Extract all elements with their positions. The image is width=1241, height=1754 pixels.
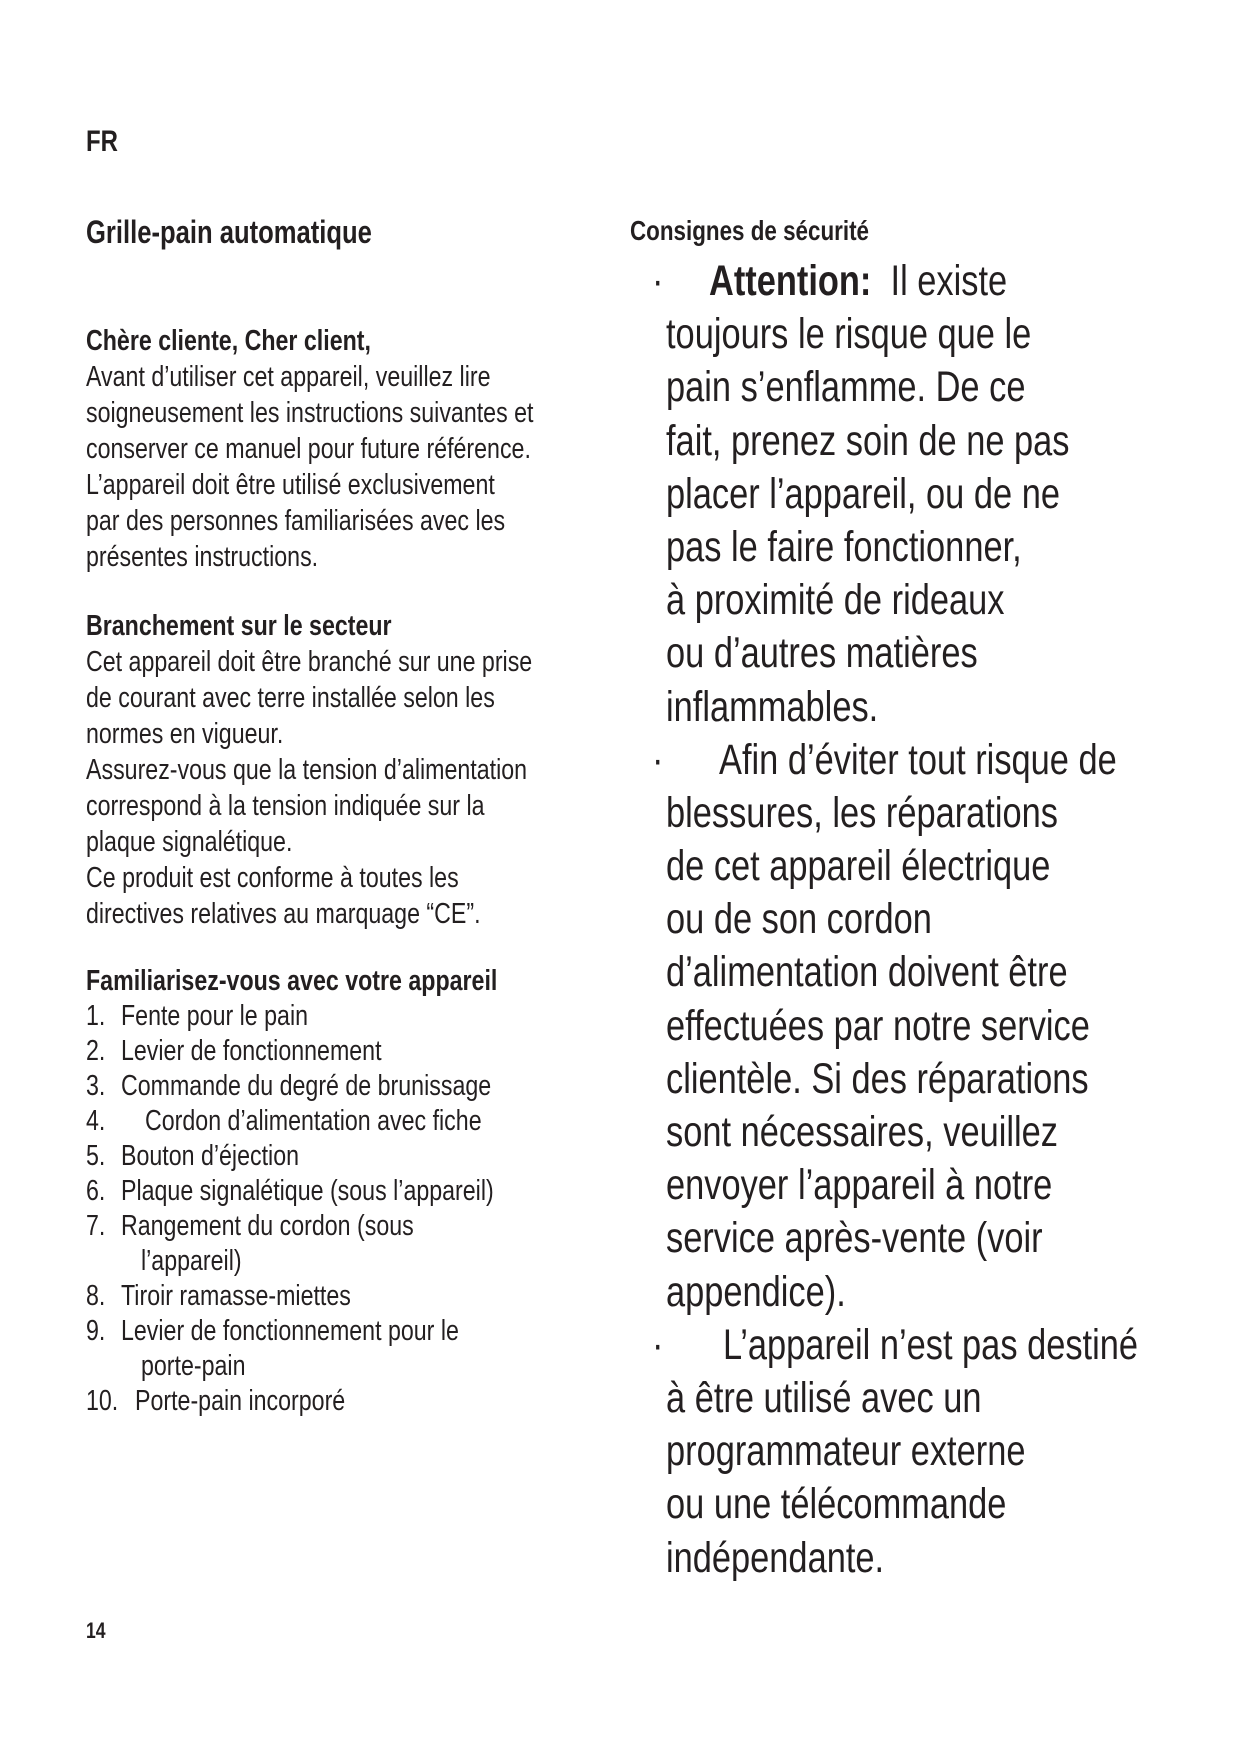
mains-connection-line [86,680,644,716]
language-code [86,124,126,160]
safety-bullet-line-text: pain s’enflamme. De ce [666,363,1026,412]
list-item-text: Bouton d’éjection [121,1140,299,1172]
greeting-line-text: conserver ce manuel pour future référence. [86,433,531,465]
safety-bullet-text [723,1319,1138,1372]
parts-list-section [86,964,600,1419]
list-item [86,1384,600,1419]
mains-connection-line [86,788,644,824]
safety-heading-text: Consignes de sécurité [630,215,870,246]
bullet-icon: · [652,735,664,784]
greeting-line [86,539,645,575]
mains-connection-line-text: plaque signalétique. [86,826,293,858]
safety-bullet-line-text: Afin d’éviter tout risque de [719,735,1117,784]
list-item-text: Rangement du cordon (sous [121,1210,414,1242]
list-item-text: Tiroir ramasse-miettes [121,1280,351,1312]
list-item-text: l’appareil) [141,1245,242,1277]
list-item-text: Fente pour le pain [121,1000,309,1032]
list-item-text: Porte-pain incorporé [135,1385,346,1417]
safety-bullet-line-text: toujours le risque que le [666,310,1032,359]
mains-connection-line-text: Assurez-vous que la tension d’alimentation [86,754,528,786]
list-item [86,1349,600,1384]
list-item [86,1174,600,1209]
list-item-number: 2. [86,1035,106,1067]
list-item [86,999,600,1034]
attention-label: Attention: [709,257,872,305]
safety-bullet-line-text: ou d’autres matières [666,629,978,678]
greeting-line [86,395,645,431]
list-item [86,1209,600,1244]
greeting-heading [86,323,645,359]
list-item-text: Levier de fonctionnement [121,1035,382,1067]
mains-connection-line [86,896,644,932]
safety-bullet-line-text: inflammables. [666,682,879,731]
list-item-number: 9. [86,1315,106,1347]
list-item-number: 5. [86,1140,106,1172]
safety-bullet-text [709,255,1007,308]
greeting-line [86,503,645,539]
safety-bullet-line-text: indépendante. [666,1533,885,1582]
list-item-number: 1. [86,1000,106,1032]
mains-connection-line-text: Ce produit est conforme à toutes les [86,862,459,894]
bullet-icon: · [652,257,664,305]
greeting-line-text: par des personnes familiarisées avec les [86,505,506,537]
safety-heading [630,216,929,246]
mains-connection-line-text: correspond à la tension indiquée sur la [86,790,485,822]
list-item-number: 7. [86,1210,106,1242]
list-item [86,1104,600,1139]
safety-bullet-line-text: pas le faire fonctionner, [666,522,1022,571]
safety-bullet-line-text: service après-vente (voir [666,1214,1043,1263]
greeting-line-text: présentes instructions. [86,541,319,573]
list-item-text: Levier de fonctionnement pour le [121,1315,459,1347]
list-item [86,1034,600,1069]
list-item-text: Commande du degré de brunissage [121,1070,492,1102]
list-item [86,1139,600,1174]
mains-connection-line [86,752,644,788]
mains-connection-line-text: de courant avec terre installée selon les [86,682,495,714]
safety-bullet-line-text: de cet appareil électrique [666,842,1051,891]
mains-connection-line-text: Cet appareil doit être branché sur une prise [86,646,533,678]
greeting-line [86,431,645,467]
safety-bullet-line-text: d’alimentation doivent être [666,948,1068,997]
list-item-text: Plaque signalétique (sous l’appareil) [121,1175,494,1207]
list-item [86,1244,600,1279]
bullet-icon: · [652,1320,664,1369]
greeting-section [86,323,645,575]
list-item [86,1069,600,1104]
document-title [86,214,443,250]
safety-bullet-line-text: fait, prenez soin de ne pas [666,416,1070,465]
mains-connection-line-text: directives relatives au marquage “CE”. [86,898,481,930]
safety-bullet-line-text: à être utilisé avec un [666,1373,982,1422]
greeting-line-text: Avant d’utiliser cet appareil, veuillez lire [86,361,491,393]
list-item-number: 4. [86,1105,106,1137]
safety-bullet-line-text: clientèle. Si des réparations [666,1054,1089,1103]
mains-connection-heading-text: Branchement sur le secteur [86,610,392,642]
mains-connection-line-text: normes en vigueur. [86,718,284,750]
safety-bullet-line-text: à proximité de rideaux [666,576,1005,625]
safety-bullet-line-text: Il existe [890,257,1008,305]
list-item-text: Cordon d’alimentation avec fiche [145,1105,482,1137]
list-item-text: porte-pain [141,1350,246,1382]
safety-bullet-line-text: placer l’appareil, ou de ne [666,469,1060,518]
greeting-line-text: L’appareil doit être utilisé exclusivement [86,469,495,501]
greeting-line-text: soigneusement les instructions suivantes et [86,397,534,429]
safety-bullet-line-text: L’appareil n’est pas destiné [723,1320,1139,1369]
language-code-text: FR [86,125,118,158]
mains-connection-section [86,608,644,932]
safety-bullet-line-text: envoyer l’appareil à notre [666,1161,1053,1210]
list-item [86,1279,600,1314]
list-item-number: 3. [86,1070,106,1102]
safety-bullet-line-text: effectuées par notre service [666,1001,1090,1050]
page-number-text: 14 [86,1618,106,1643]
safety-bullet-line-text: programmateur externe [666,1427,1026,1476]
page-number [86,1618,110,1644]
safety-bullet-text [719,734,1117,787]
parts-list-heading-text: Familiarisez-vous avec votre appareil [86,965,498,997]
list-item [86,1314,600,1349]
mains-connection-line [86,824,644,860]
safety-bullet-line-text: sont nécessaires, veuillez [666,1108,1058,1156]
safety-bullet-line-text: ou de son cordon [666,895,932,944]
mains-connection-line [86,860,644,896]
greeting-line [86,359,645,395]
greeting-heading-text: Chère cliente, Cher client, [86,325,371,357]
mains-connection-line [86,716,644,752]
safety-bullet-line-text: ou une télécommande [666,1480,1007,1529]
list-item-number: 10. [86,1385,119,1417]
list-item-number: 8. [86,1280,106,1312]
document-title-text: Grille-pain automatique [86,214,372,250]
safety-bullet-line-text: appendice). [666,1267,846,1316]
greeting-line [86,467,645,503]
mains-connection-line [86,644,644,680]
mains-connection-heading [86,608,644,644]
list-item-number: 6. [86,1175,106,1207]
safety-bullet-line-text: blessures, les réparations [666,788,1058,837]
parts-list-heading [86,964,600,999]
